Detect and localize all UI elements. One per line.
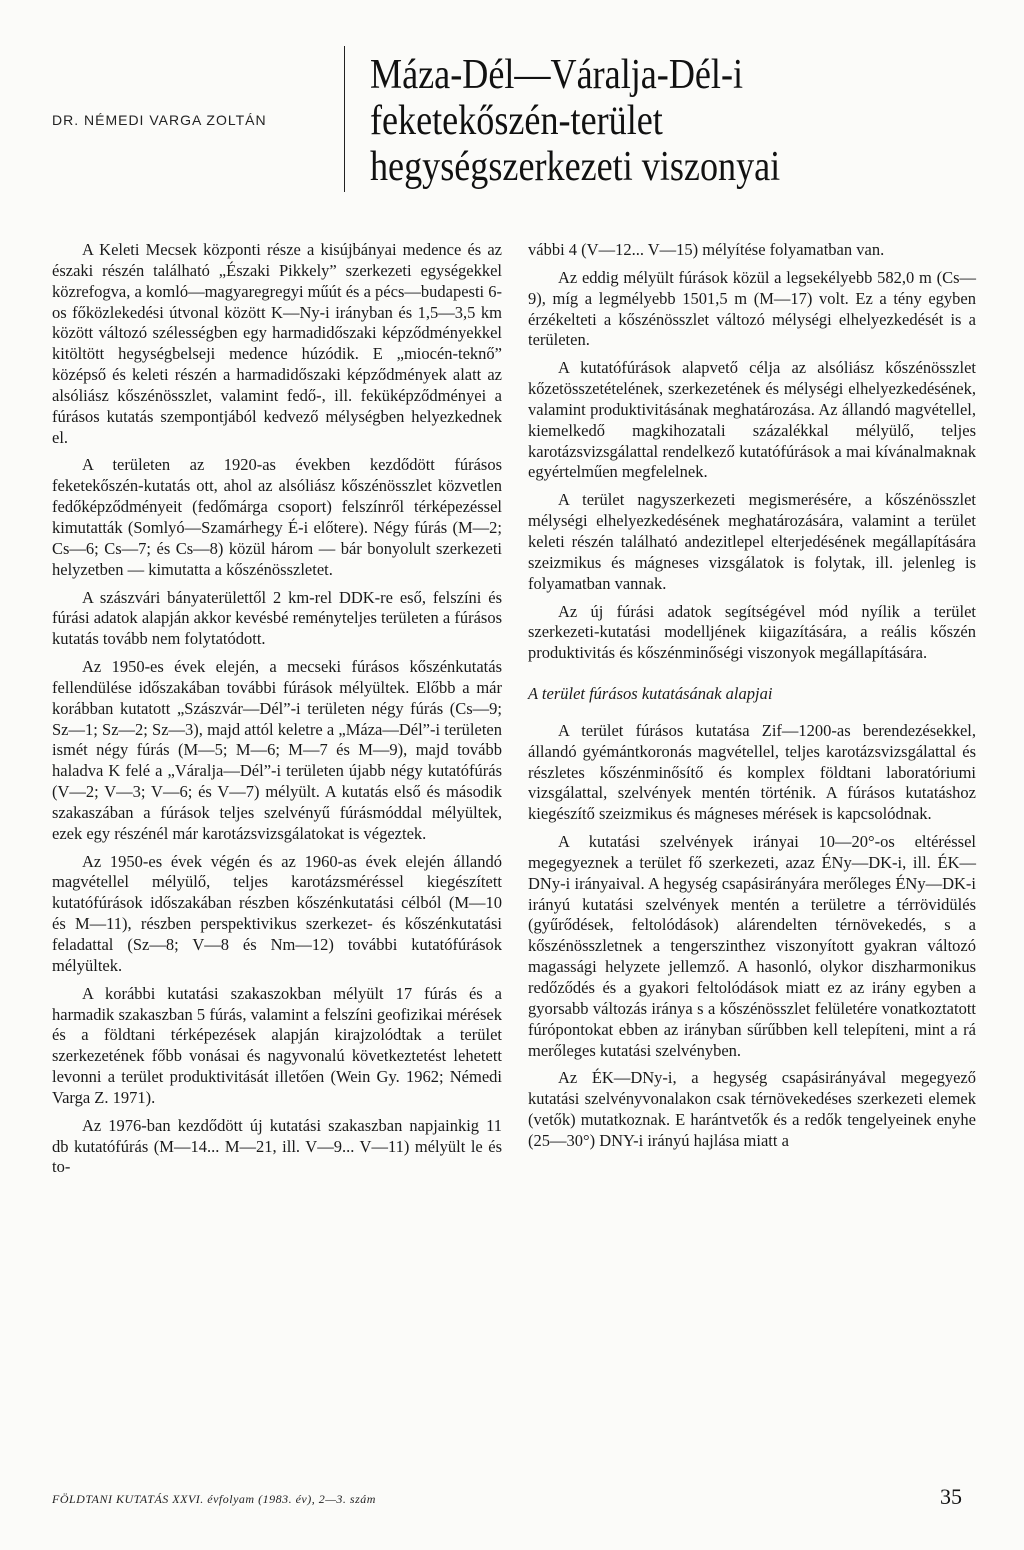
paragraph: Az 1950-es évek elején, a mecseki fúrásos kőszénkutatás fellendülése időszakában további fúrások mélyültek. Előbb a már korábban kutatott „Szászvár—Dél”-i területen négy fúrás (Cs—9; Sz—1; Sz—2; Sz—3), majd attól keletre a „Máza—Dél”-i területen ismét négy fúrás (M—5; M—6; M—7 és M—9), majd tovább haladva K felé a „Váralja—Dél”-i területen újabb négy kutatófúrás (V—2; V—3; V—6; és V—7) mélyült. A kutatás első és második szakaszában a fúrások teljes szelvényű fúrásmóddal mélyültek, ezek egy részénél már karotázsvizsgálatokat is végeztek. <box>52 657 502 843</box>
left-column <box>52 240 502 1185</box>
page-number: 35 <box>940 1484 962 1509</box>
paragraph: Az 1976-ban kezdődött új kutatási szakaszban napjainkig 11 db kutatófúrás (M—14... M—21, ill. V—9... V—11) mélyült le és to- <box>52 1115 502 1177</box>
title-line-2: feketekőszén-terület <box>370 98 663 144</box>
paragraph: A terület fúrásos kutatása Zif—1200-as berendezésekkel, állandó gyémántkoronás magvétellel, teljes karotázsvizsgálattal és részletes kőszénminősítő és komplex földtani laboratóriumi vizsgálattal, szelvények mentén történik. A fúrásos kutatáshoz kiegészítő szeizmikus és mágneses mérések is kapcsolódnak. <box>528 720 976 824</box>
section-heading: A terület fúrásos kutatásának alapjai <box>528 684 773 704</box>
title-line-3: hegységszerkezeti viszonyai <box>370 144 781 190</box>
header-divider <box>344 46 345 192</box>
paragraph: A szászvári bányaterülettől 2 km-rel DDK-re eső, felszíni és fúrási adatok alapján akkor kevésbé reményteljes területen a fúrásos kutatás tovább nem folytatódott. <box>52 587 502 649</box>
paragraph: A Keleti Mecsek központi része a kisújbányai medence és az északi részén található „Északi Pikkely” szerkezeti egységekkel közrefogva, a komló—magyaregregyi műút és a pécs—budapesti 6-os főközlekedési útvonal között K—Ny-i irányban és 1,5—3,5 km között változó szélességben egy harmadidőszaki képződményekkel kitöltött hegységbelseji medence húzódik. E „miocén-teknő” középső és keleti részén a harmadidőszaki képződmények alatt az alsóliász kőszénösszlet, valamint fedő-, ill. feküképződményei a fúrásos kutatás szempontjából kedvező mélységben helyezkednek el. <box>52 240 502 447</box>
right-column <box>528 240 976 1159</box>
paragraph-continuation: vábbi 4 (V—12... V—15) mélyítése folyamatban van. <box>528 240 885 259</box>
paragraph: A terület nagyszerkezeti megismerésére, a kőszénösszlet mélységi elhelyezkedésének meghatározására, valamint a terület keleti részén található andezitlepel elterjedésének megállapítására szeizmikus és mágneses vizsgálatok is folytak, ill. jelenleg is folyamatban vannak. <box>528 490 976 593</box>
title-line-1: Máza-Dél—Váralja-Dél-i <box>370 52 744 98</box>
author-name: DR. NÉMEDI VARGA ZOLTÁN <box>52 112 267 128</box>
paragraph: A kutatási szelvények irányai 10—20°-os eltéréssel megegyeznek a terület fő szerkezeti, azaz ÉNy—DK-i, ill. ÉK—DNy-i irányaival. A hegység csapásirányára merőleges ÉNy—DK-i irányú kutatási szelvények mentén a területre a térrövidülés (gyűrődések, feltolódások) alárendelten térnövekedés, s a kőszénösszletnek a tengerszinthez viszonyított gyakran változó magassági helyzete jellemző. A hasonló, olykor diszharmonikus redőződés és a gyakori feltolódások miatt ez az irány egyben a gyorsabb változás iránya s a kőszénösszlet felületére vonatkoztatott fúrópontokat ebben az irányban sűrűbben kell telepíteni, mint a rá merőleges kutatási szelvényben. <box>528 832 976 1060</box>
paragraph: A korábbi kutatási szakaszokban mélyült 17 fúrás és a harmadik szakaszban 5 fúrás, valamint a felszíni geofizikai mérések és a földtani térképezések alapján kirajzolódtak a terület szerkezetének főbb vonásai és nagyvonalú következtetést lehetett levonni a terület produktivitását illetően (Wein Gy. 1962; Némedi Varga Z. 1971). <box>52 983 502 1107</box>
paragraph: Az 1950-es évek végén és az 1960-as évek elején állandó magvétellel mélyülő, teljes karotázsméréssel kiegészített kutatófúrások időszakában részben kőszénkutatási célból (M—10 és M—11), részben perspektivikus szerkezet- és kőszénkutatási feladattal (Sz—8; V—8 és Nm—12) további kutatófúrások mélyültek. <box>52 851 502 975</box>
paragraph: A kutatófúrások alapvető célja az alsóliász kőszénösszlet kőzetösszetételének, szerkezetének és mélységi elhelyezkedésének, valamint produktivitásának meghatározása. Az állandó magvétellel, kiemelkedő magkihozatali százalékkal mélyülő, teljes karotázsvizsgálattal rendelkező kutatófúrások a mai kívánalmaknak egyértelműen megfelelnek. <box>528 358 976 482</box>
paragraph: Az eddig mélyült fúrások közül a legsekélyebb 582,0 m (Cs—9), míg a legmélyebb 1501,5 m (M—17) volt. Ez a tény egyben érzékelteti a kőszénösszlet változó mélységi elhelyezkedését is a területen. <box>528 267 976 350</box>
article-title <box>370 52 920 190</box>
paragraph: Az ÉK—DNy-i, a hegység csapásirányával megegyező kutatási szelvényvonalakon csak térnövekedéses szerkezeti elemek (vetők) mutatkoznak. E harántvetők és a redők tengelyeinek enyhe (25—30°) DNY-i irányú hajlása miatt a <box>528 1068 976 1150</box>
journal-citation: FÖLDTANI KUTATÁS XXVI. évfolyam (1983. év), 2—3. szám <box>52 1492 376 1506</box>
paragraph: A területen az 1920-as években kezdődött fúrásos feketekőszén-kutatás ott, ahol az alsóliász kőszénösszlet közvetlen fedőképződményeit (fedőmárga csoport) felszínről térképezéssel kimutatták (Somlyó—Szamárhegy É-i előtere). Négy fúrás (M—2; Cs—6; Cs—7; és Cs—8) közül három — bár bonyolult szerkezeti helyzetben — kimutatta a kőszénösszletet. <box>52 455 502 579</box>
paragraph: Az új fúrási adatok segítségével mód nyílik a terület szerkezeti-kutatási modelljének kiigazítására, a reális kőszén produktivitás és kőszénminőségi viszonyok megállapítására. <box>528 601 976 663</box>
